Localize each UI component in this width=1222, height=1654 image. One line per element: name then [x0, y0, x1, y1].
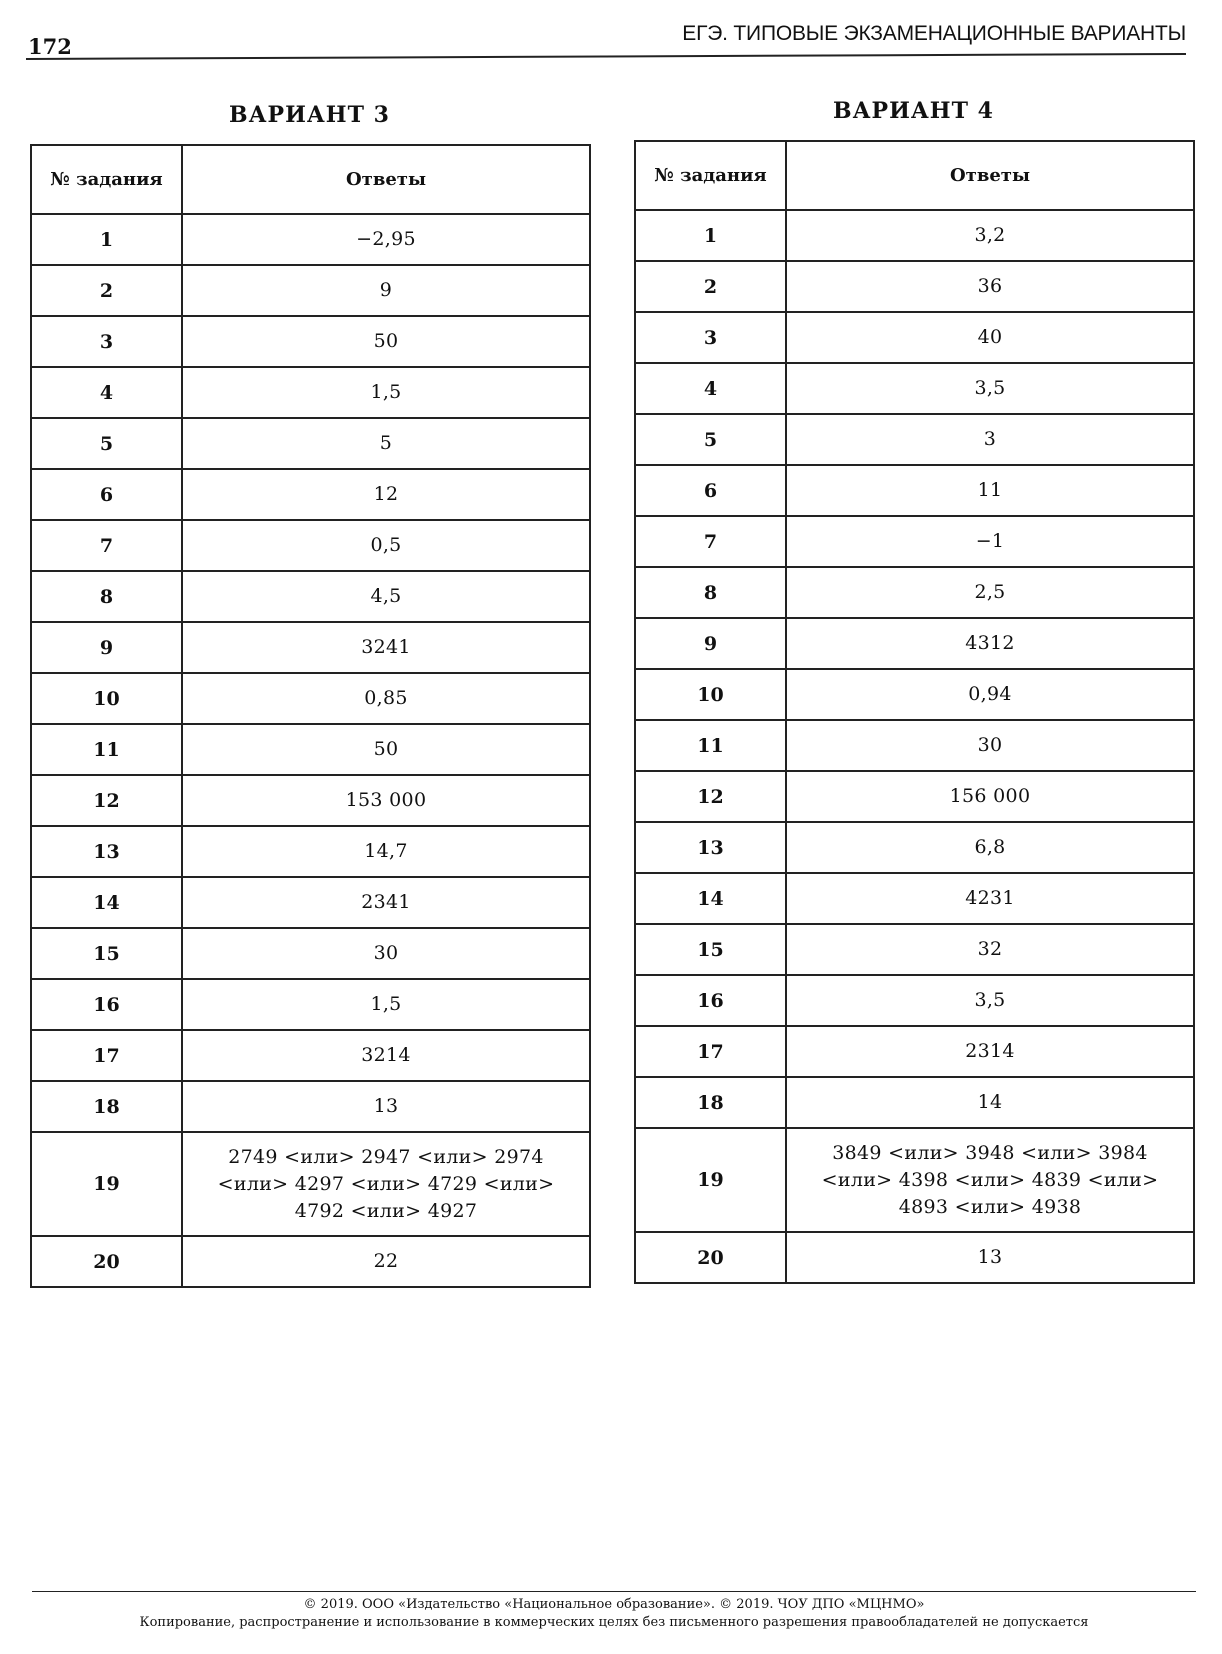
- table-row: [635, 720, 1194, 771]
- task-number: 20: [31, 1236, 182, 1287]
- answer-value: 13: [786, 1232, 1194, 1283]
- table-row: [635, 261, 1194, 312]
- header-divider: [26, 53, 1186, 60]
- task-number: 18: [635, 1077, 786, 1128]
- table-row: [31, 1236, 590, 1287]
- running-header: ЕГЭ. ТИПОВЫЕ ЭКЗАМЕНАЦИОННЫЕ ВАРИАНТЫ: [682, 22, 1186, 45]
- table-row: [635, 1128, 1194, 1232]
- task-number: 3: [635, 312, 786, 363]
- task-number: 15: [635, 924, 786, 975]
- answer-value: 11: [786, 465, 1194, 516]
- variant-4-answers-table: [634, 140, 1195, 1284]
- answer-value: 3,5: [786, 975, 1194, 1026]
- task-number: 4: [31, 367, 182, 418]
- task-number: 8: [31, 571, 182, 622]
- answer-value: 5: [182, 418, 590, 469]
- footer-notice: Копирование, распространение и использование в коммерческих целях без письменного разрешения правообладателей не допускается: [139, 1615, 1089, 1630]
- answer-value: 50: [182, 724, 590, 775]
- answer-value: 9: [182, 265, 590, 316]
- task-number: 11: [31, 724, 182, 775]
- task-number: 12: [635, 771, 786, 822]
- answer-value: −1: [786, 516, 1194, 567]
- answer-value: 2341: [182, 877, 590, 928]
- answer-value: 0,5: [182, 520, 590, 571]
- variant-4-title: ВАРИАНТ 4: [833, 98, 994, 124]
- table-row: [635, 312, 1194, 363]
- table-row: [31, 316, 590, 367]
- task-number: 1: [31, 214, 182, 265]
- variant-3-title: ВАРИАНТ 3: [229, 102, 390, 128]
- answer-value: 22: [182, 1236, 590, 1287]
- task-number: 18: [31, 1081, 182, 1132]
- answers-header: Ответы: [182, 145, 590, 214]
- task-number: 7: [635, 516, 786, 567]
- answer-value: 3,5: [786, 363, 1194, 414]
- table-row: [31, 418, 590, 469]
- table-header-row: [635, 141, 1194, 210]
- table-row: [635, 771, 1194, 822]
- table-row: [635, 1026, 1194, 1077]
- table-row: [635, 567, 1194, 618]
- task-number: 6: [635, 465, 786, 516]
- answer-value: 30: [182, 928, 590, 979]
- answer-value: 0,85: [182, 673, 590, 724]
- task-number: 13: [31, 826, 182, 877]
- task-number: 20: [635, 1232, 786, 1283]
- task-number: 9: [31, 622, 182, 673]
- table-row: [635, 1232, 1194, 1283]
- answer-value: 0,94: [786, 669, 1194, 720]
- variant-3-section: [30, 100, 589, 1288]
- table-row: [635, 975, 1194, 1026]
- table-row: [635, 924, 1194, 975]
- task-number: 2: [635, 261, 786, 312]
- task-number: 4: [635, 363, 786, 414]
- answer-value: 3849 <или> 3948 <или> 3984 <или> 4398 <или> 4839 <или> 4893 <или> 4938: [786, 1128, 1194, 1232]
- table-row: [31, 928, 590, 979]
- task-number: 6: [31, 469, 182, 520]
- table-row: [31, 571, 590, 622]
- answer-value: 36: [786, 261, 1194, 312]
- variant-4-section: [634, 96, 1193, 1284]
- task-number: 16: [31, 979, 182, 1030]
- table-row: [31, 265, 590, 316]
- table-row: [635, 822, 1194, 873]
- table-row: [31, 775, 590, 826]
- answer-value: 2314: [786, 1026, 1194, 1077]
- task-number: 19: [31, 1132, 182, 1236]
- variant-3-answers-table: [30, 144, 591, 1288]
- table-row: [31, 469, 590, 520]
- answer-value: 1,5: [182, 979, 590, 1030]
- table-row: [31, 1132, 590, 1236]
- task-number: 14: [635, 873, 786, 924]
- footer: [32, 1596, 1196, 1632]
- table-header-row: [31, 145, 590, 214]
- task-number: 16: [635, 975, 786, 1026]
- table-row: [635, 363, 1194, 414]
- answer-value: 32: [786, 924, 1194, 975]
- table-row: [31, 673, 590, 724]
- table-row: [635, 210, 1194, 261]
- answer-value: 6,8: [786, 822, 1194, 873]
- answer-value: 14: [786, 1077, 1194, 1128]
- answer-value: 4231: [786, 873, 1194, 924]
- task-number: 19: [635, 1128, 786, 1232]
- answer-value: 3,2: [786, 210, 1194, 261]
- answer-value: 156 000: [786, 771, 1194, 822]
- answer-value: 4,5: [182, 571, 590, 622]
- task-number: 11: [635, 720, 786, 771]
- footer-copyright: © 2019. ООО «Издательство «Национальное образование». © 2019. ЧОУ ДПО «МЦНМО»: [303, 1597, 925, 1612]
- task-number: 9: [635, 618, 786, 669]
- table-row: [31, 214, 590, 265]
- answer-value: −2,95: [182, 214, 590, 265]
- table-row: [31, 520, 590, 571]
- task-number: 7: [31, 520, 182, 571]
- table-row: [635, 873, 1194, 924]
- table-row: [31, 877, 590, 928]
- answer-value: 13: [182, 1081, 590, 1132]
- page-number: 172: [28, 34, 72, 59]
- answer-value: 50: [182, 316, 590, 367]
- table-row: [635, 618, 1194, 669]
- answer-value: 2749 <или> 2947 <или> 2974 <или> 4297 <или> 4729 <или> 4792 <или> 4927: [182, 1132, 590, 1236]
- task-number: 14: [31, 877, 182, 928]
- table-row: [31, 979, 590, 1030]
- answer-value: 12: [182, 469, 590, 520]
- answer-value: 153 000: [182, 775, 590, 826]
- task-number-header: № задания: [31, 145, 182, 214]
- answer-value: 3: [786, 414, 1194, 465]
- answer-value: 3214: [182, 1030, 590, 1081]
- table-row: [31, 826, 590, 877]
- answer-value: 2,5: [786, 567, 1194, 618]
- table-row: [635, 1077, 1194, 1128]
- task-number: 12: [31, 775, 182, 826]
- footer-divider: [32, 1591, 1196, 1592]
- table-row: [31, 1030, 590, 1081]
- table-row: [31, 724, 590, 775]
- table-row: [31, 367, 590, 418]
- answers-header: Ответы: [786, 141, 1194, 210]
- task-number: 17: [31, 1030, 182, 1081]
- table-row: [31, 1081, 590, 1132]
- table-row: [635, 414, 1194, 465]
- task-number: 1: [635, 210, 786, 261]
- task-number: 10: [31, 673, 182, 724]
- task-number: 15: [31, 928, 182, 979]
- answer-value: 30: [786, 720, 1194, 771]
- table-row: [635, 516, 1194, 567]
- task-number: 5: [31, 418, 182, 469]
- answer-value: 14,7: [182, 826, 590, 877]
- task-number: 8: [635, 567, 786, 618]
- task-number: 3: [31, 316, 182, 367]
- task-number: 5: [635, 414, 786, 465]
- task-number: 13: [635, 822, 786, 873]
- answer-value: 40: [786, 312, 1194, 363]
- task-number: 17: [635, 1026, 786, 1077]
- task-number: 2: [31, 265, 182, 316]
- task-number-header: № задания: [635, 141, 786, 210]
- task-number: 10: [635, 669, 786, 720]
- answer-value: 4312: [786, 618, 1194, 669]
- table-row: [31, 622, 590, 673]
- answer-value: 1,5: [182, 367, 590, 418]
- table-row: [635, 465, 1194, 516]
- table-row: [635, 669, 1194, 720]
- answer-value: 3241: [182, 622, 590, 673]
